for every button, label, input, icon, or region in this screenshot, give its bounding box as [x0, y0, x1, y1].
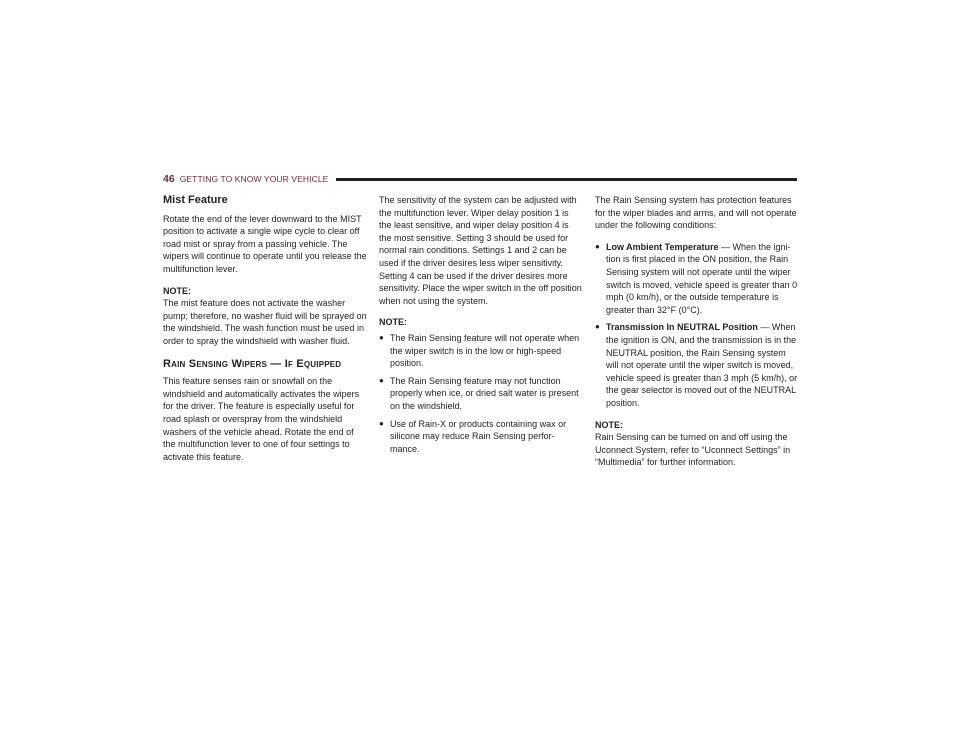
running-title: GETTING TO KNOW YOUR VEHICLE — [179, 174, 329, 184]
protection-paragraph: The Rain Sensing system has protection features for the wiper blades and arms, and will not operate under the following conditions: — [595, 195, 797, 231]
bullet-icon: ● — [379, 375, 384, 385]
rain-sensing-notes-list — [379, 332, 583, 455]
condition-term: Low Ambient Temperature — [606, 241, 719, 252]
condition-text: — When the igni-tion is first placed in the ON position, the Rain Sensing system will not operate until the wiper switch is moved, vehicle speed is greater than 0 mph (0 km/h), or the outside temperature is greater than 32°F (0°C). — [606, 241, 798, 315]
bullet-icon: ● — [379, 418, 384, 428]
list-item-text: The Rain Sensing feature may not function properly when ice, or dried salt water is present on the windshield. — [390, 375, 579, 411]
column-3 — [595, 194, 799, 478]
mist-note — [163, 285, 367, 348]
bullet-icon: ● — [595, 322, 600, 332]
rain-sensing-paragraph: This feature senses rain or snowfall on the windshield and automatically activates the wipers for the driver. The feature is especially useful for road splash or overspray from the windshield washers of the vehicle ahead. Rotate the end of the multifunction lever to one of four settings to activate this feature. — [163, 376, 360, 462]
mist-feature-heading: Mist Feature — [163, 194, 228, 206]
list-item-text: The Rain Sensing feature will not operate when the wiper switch is in the low or high-speed position. — [390, 332, 580, 369]
page-header — [163, 172, 797, 186]
page-number: 46 — [163, 173, 175, 185]
header-rule — [336, 178, 797, 181]
list-item — [595, 241, 799, 317]
column-1 — [163, 192, 367, 472]
column-2 — [379, 194, 583, 464]
condition-text: — When the ignition is ON, and the transmission is in the NEUTRAL position, the Rain Sensing system will not operate until the wiper switch is moved, vehicle speed is greater than 3 mph (5 km/h), or the gear selector is moved out of the NEUTRAL position. — [606, 322, 798, 408]
list-item — [379, 332, 583, 370]
bullet-icon: ● — [595, 241, 600, 251]
mist-feature-paragraph: Rotate the end of the lever downward to the MIST position to activate a single wipe cycle to clear off road mist or spray from a passing vehicle. The wipers will continue to operate until you release the multifunction lever. — [163, 213, 367, 274]
list-item-text: Use of Rain-X or products containing wax or silicone may reduce Rain Sensing perfor-mance. — [390, 418, 567, 454]
condition-term: Transmission In NEUTRAL Position — [606, 322, 758, 333]
list-item — [379, 375, 583, 413]
note-text: Rain Sensing can be turned on and off using the Uconnect System, refer to “Uconnect Settings” in “Multimedia” for further information. — [595, 432, 791, 468]
list-item — [379, 418, 583, 456]
rain-sensing-heading: Rain Sensing Wipers — If Equipped — [163, 357, 342, 370]
sensitivity-paragraph: The sensitivity of the system can be adjusted with the multifunction lever. Wiper delay position 1 is the least sensitive, and wiper delay position 4 is the most sensitive. Setting 3 should be used for normal rain conditions. Settings 1 and 2 can be used if the driver desires less wiper sensitivity. Setting 4 can be used if the driver desires more sensitivity. Place the wiper switch in the off position when not using the system. — [379, 195, 582, 306]
uconnect-note — [595, 419, 799, 469]
bullet-icon: ● — [379, 332, 384, 342]
list-item — [595, 321, 799, 409]
note-label: NOTE: — [163, 285, 191, 296]
note-label: NOTE: — [595, 419, 623, 430]
note-label: NOTE: — [379, 317, 407, 328]
protection-conditions-list — [595, 241, 799, 410]
note-text: The mist feature does not activate the washer pump; therefore, no washer fluid will be sprayed on the windshield. The wash function must be used in order to spray the windshield with washer fluid. — [163, 298, 367, 346]
